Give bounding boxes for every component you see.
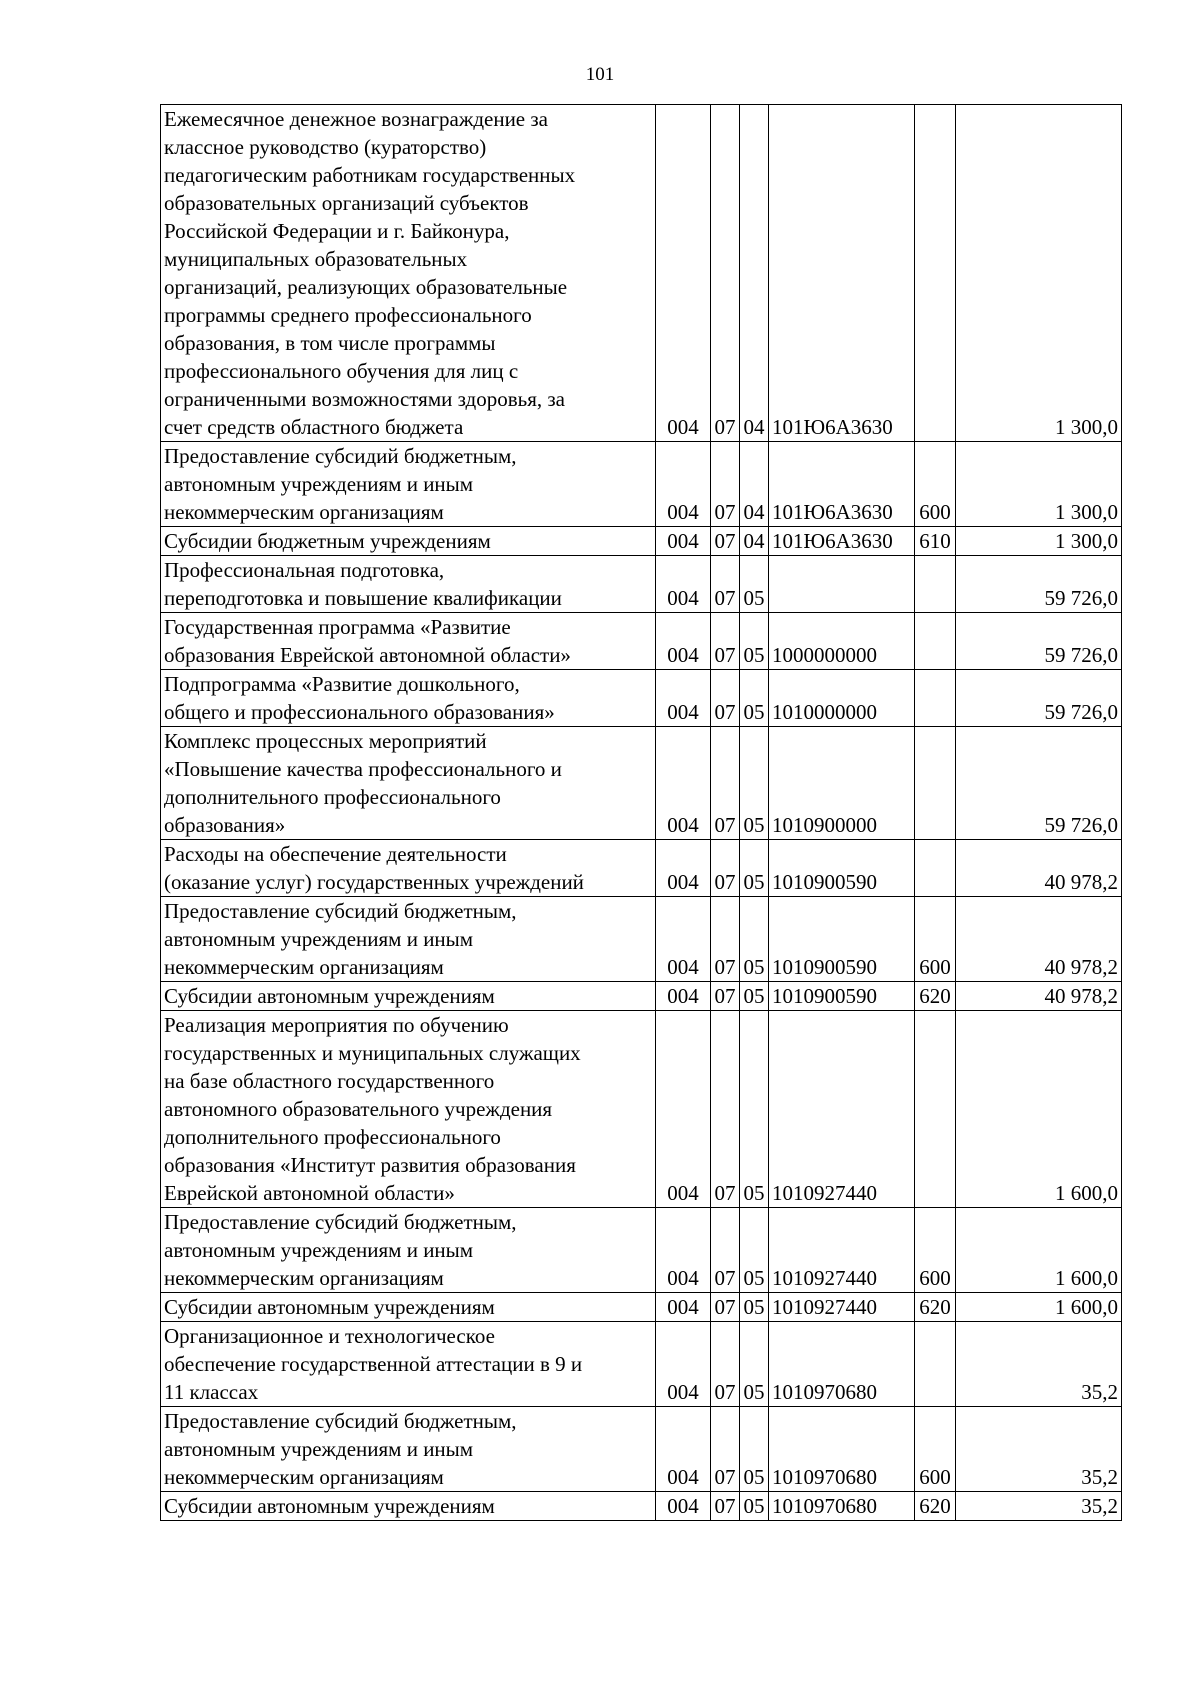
subsection-code-cell: 05	[740, 1407, 769, 1492]
ministry-code-cell: 004	[656, 1407, 711, 1492]
expense-type-cell	[915, 840, 956, 897]
ministry-code-cell: 004	[656, 670, 711, 727]
budget-table	[160, 104, 1122, 1521]
expense-type-cell: 600	[915, 1208, 956, 1293]
section-code-cell: 07	[711, 840, 740, 897]
section-code-cell: 07	[711, 1208, 740, 1293]
amount-cell: 1 600,0	[956, 1293, 1122, 1322]
table-row	[161, 1492, 1122, 1521]
amount-cell: 40 978,2	[956, 897, 1122, 982]
section-code-cell: 07	[711, 1011, 740, 1208]
target-article-cell: 1010900000	[769, 727, 915, 840]
ministry-code-cell: 004	[656, 1208, 711, 1293]
expense-type-cell: 620	[915, 1293, 956, 1322]
target-article-cell: 1010000000	[769, 670, 915, 727]
ministry-code-cell: 004	[656, 1492, 711, 1521]
section-code-cell: 07	[711, 1293, 740, 1322]
expense-name-cell: Расходы на обеспечение деятельности (оказание услуг) государственных учреждений	[161, 840, 656, 897]
ministry-code-cell: 004	[656, 105, 711, 442]
subsection-code-cell: 04	[740, 105, 769, 442]
ministry-code-cell: 004	[656, 613, 711, 670]
table-body	[161, 105, 1122, 1521]
target-article-cell: 1010927440	[769, 1293, 915, 1322]
amount-cell: 1 300,0	[956, 527, 1122, 556]
target-article-cell: 1010970680	[769, 1407, 915, 1492]
expense-type-cell	[915, 1322, 956, 1407]
expense-name-cell: Предоставление субсидий бюджетным, автономным учреждениям и иным некоммерческим организациям	[161, 897, 656, 982]
expense-type-cell: 600	[915, 442, 956, 527]
amount-cell: 1 600,0	[956, 1011, 1122, 1208]
subsection-code-cell: 05	[740, 1492, 769, 1521]
ministry-code-cell: 004	[656, 840, 711, 897]
expense-name-cell: Комплекс процессных мероприятий «Повышение качества профессионального и дополнительного профессионального образования»	[161, 727, 656, 840]
expense-type-cell: 620	[915, 1492, 956, 1521]
section-code-cell: 07	[711, 1322, 740, 1407]
table-row	[161, 727, 1122, 840]
amount-cell: 35,2	[956, 1407, 1122, 1492]
table-row	[161, 982, 1122, 1011]
subsection-code-cell: 04	[740, 527, 769, 556]
expense-name-cell: Предоставление субсидий бюджетным, автономным учреждениям и иным некоммерческим организациям	[161, 1208, 656, 1293]
section-code-cell: 07	[711, 556, 740, 613]
ministry-code-cell: 004	[656, 442, 711, 527]
subsection-code-cell: 04	[740, 442, 769, 527]
subsection-code-cell: 05	[740, 897, 769, 982]
ministry-code-cell: 004	[656, 897, 711, 982]
expense-type-cell: 600	[915, 1407, 956, 1492]
table-row	[161, 670, 1122, 727]
table-row	[161, 442, 1122, 527]
ministry-code-cell: 004	[656, 1293, 711, 1322]
expense-type-cell	[915, 613, 956, 670]
amount-cell: 35,2	[956, 1492, 1122, 1521]
amount-cell: 1 300,0	[956, 105, 1122, 442]
expense-name-cell: Субсидии бюджетным учреждениям	[161, 527, 656, 556]
target-article-cell: 101Ю6А3630	[769, 527, 915, 556]
amount-cell: 59 726,0	[956, 670, 1122, 727]
expense-type-cell	[915, 1011, 956, 1208]
expense-type-cell	[915, 670, 956, 727]
expense-name-cell: Государственная программа «Развитие образования Еврейской автономной области»	[161, 613, 656, 670]
subsection-code-cell: 05	[740, 1322, 769, 1407]
table-row	[161, 897, 1122, 982]
subsection-code-cell: 05	[740, 1293, 769, 1322]
amount-cell: 59 726,0	[956, 727, 1122, 840]
expense-name-cell: Реализация мероприятия по обучению государственных и муниципальных служащих на базе областного государственного автономного образовательного учреждения дополнительного профессионального образования «Институт развития образования Еврейской автономной области»	[161, 1011, 656, 1208]
expense-type-cell	[915, 105, 956, 442]
expense-name-cell: Профессиональная подготовка, переподготовка и повышение квалификации	[161, 556, 656, 613]
expense-name-cell: Субсидии автономным учреждениям	[161, 982, 656, 1011]
subsection-code-cell: 05	[740, 1208, 769, 1293]
ministry-code-cell: 004	[656, 727, 711, 840]
expense-name-cell: Подпрограмма «Развитие дошкольного, общего и профессионального образования»	[161, 670, 656, 727]
table-row	[161, 840, 1122, 897]
amount-cell: 35,2	[956, 1322, 1122, 1407]
subsection-code-cell: 05	[740, 556, 769, 613]
target-article-cell: 1000000000	[769, 613, 915, 670]
table-row	[161, 1407, 1122, 1492]
amount-cell: 40 978,2	[956, 840, 1122, 897]
section-code-cell: 07	[711, 105, 740, 442]
section-code-cell: 07	[711, 982, 740, 1011]
section-code-cell: 07	[711, 897, 740, 982]
target-article-cell	[769, 556, 915, 613]
ministry-code-cell: 004	[656, 982, 711, 1011]
target-article-cell: 1010900590	[769, 840, 915, 897]
target-article-cell: 1010927440	[769, 1208, 915, 1293]
target-article-cell: 1010970680	[769, 1492, 915, 1521]
expense-name-cell: Субсидии автономным учреждениям	[161, 1492, 656, 1521]
expense-name-cell: Организационное и технологическое обеспечение государственной аттестации в 9 и 11 классах	[161, 1322, 656, 1407]
subsection-code-cell: 05	[740, 1011, 769, 1208]
table-row	[161, 105, 1122, 442]
expense-type-cell: 620	[915, 982, 956, 1011]
section-code-cell: 07	[711, 727, 740, 840]
table-row	[161, 1293, 1122, 1322]
subsection-code-cell: 05	[740, 727, 769, 840]
section-code-cell: 07	[711, 613, 740, 670]
target-article-cell: 1010970680	[769, 1322, 915, 1407]
section-code-cell: 07	[711, 442, 740, 527]
table-row	[161, 1011, 1122, 1208]
expense-name-cell: Предоставление субсидий бюджетным, автономным учреждениям и иным некоммерческим организациям	[161, 442, 656, 527]
amount-cell: 1 300,0	[956, 442, 1122, 527]
expense-name-cell: Субсидии автономным учреждениям	[161, 1293, 656, 1322]
ministry-code-cell: 004	[656, 1322, 711, 1407]
ministry-code-cell: 004	[656, 527, 711, 556]
expense-name-cell: Предоставление субсидий бюджетным, автономным учреждениям и иным некоммерческим организациям	[161, 1407, 656, 1492]
expense-type-cell	[915, 556, 956, 613]
section-code-cell: 07	[711, 1492, 740, 1521]
subsection-code-cell: 05	[740, 840, 769, 897]
table-row	[161, 1322, 1122, 1407]
table-row	[161, 556, 1122, 613]
table-row	[161, 613, 1122, 670]
expense-name-cell: Ежемесячное денежное вознаграждение за классное руководство (кураторство) педагогическим работникам государственных образовательных организаций субъектов Российской Федерации и г. Байконура, муниципальных образовательных организаций, реализующих образовательные программы среднего профессионального образования, в том числе программы профессионального обучения для лиц с ограниченными возможностями здоровья, за счет средств областного бюджета	[161, 105, 656, 442]
amount-cell: 59 726,0	[956, 556, 1122, 613]
expense-type-cell: 600	[915, 897, 956, 982]
ministry-code-cell: 004	[656, 1011, 711, 1208]
target-article-cell: 1010900590	[769, 982, 915, 1011]
amount-cell: 1 600,0	[956, 1208, 1122, 1293]
page-number: 101	[585, 64, 615, 85]
table-row	[161, 527, 1122, 556]
subsection-code-cell: 05	[740, 670, 769, 727]
target-article-cell: 101Ю6А3630	[769, 442, 915, 527]
subsection-code-cell: 05	[740, 982, 769, 1011]
amount-cell: 40 978,2	[956, 982, 1122, 1011]
subsection-code-cell: 05	[740, 613, 769, 670]
section-code-cell: 07	[711, 1407, 740, 1492]
target-article-cell: 1010900590	[769, 897, 915, 982]
section-code-cell: 07	[711, 527, 740, 556]
expense-type-cell: 610	[915, 527, 956, 556]
table-row	[161, 1208, 1122, 1293]
ministry-code-cell: 004	[656, 556, 711, 613]
target-article-cell: 1010927440	[769, 1011, 915, 1208]
section-code-cell: 07	[711, 670, 740, 727]
expense-type-cell	[915, 727, 956, 840]
target-article-cell: 101Ю6А3630	[769, 105, 915, 442]
amount-cell: 59 726,0	[956, 613, 1122, 670]
